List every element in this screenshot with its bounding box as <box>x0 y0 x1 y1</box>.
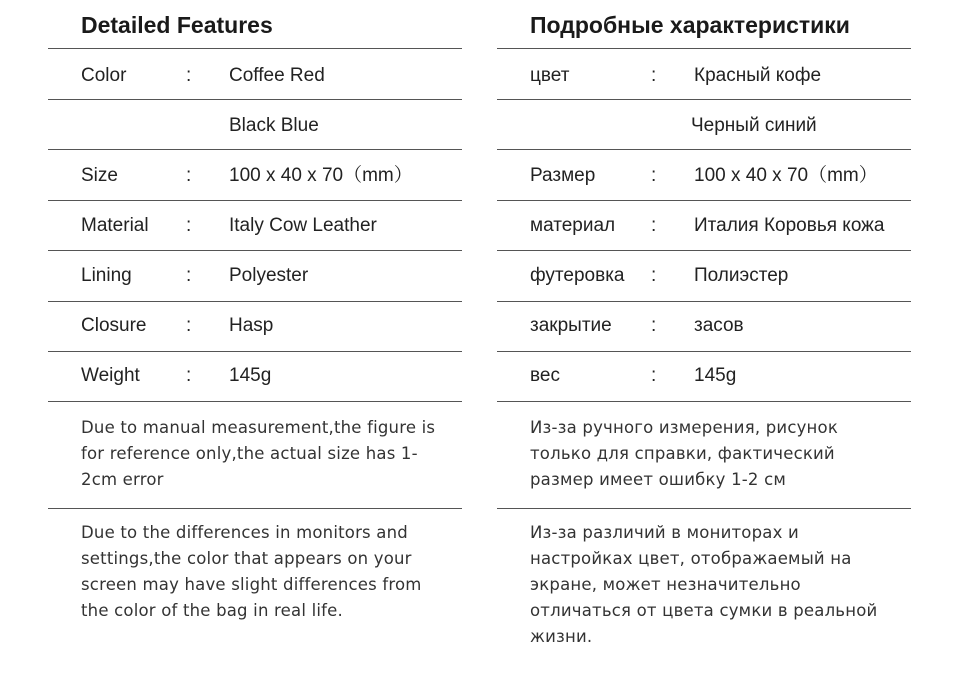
spec-label: Color <box>81 65 127 86</box>
spec-label: Closure <box>81 315 147 336</box>
spec-colon: : <box>651 165 657 186</box>
divider <box>48 401 462 402</box>
spec-row-weight <box>497 351 911 401</box>
spec-value: Черный синий <box>691 115 817 136</box>
measurement-note: Due to manual measurement,the figure is for reference only,the actual size has 1-2cm error <box>81 418 436 489</box>
spec-value: Италия Коровья кожа <box>694 215 885 236</box>
english-title: Detailed Features <box>81 12 273 38</box>
divider <box>48 99 462 100</box>
spec-row-color-extra <box>48 101 462 151</box>
spec-label: вес <box>530 365 560 386</box>
color-note: Due to the differences in monitors and settings,the color that appears on your screen may have slight differences from the color of the bag in real life. <box>81 523 422 620</box>
spec-row-color-extra <box>497 101 911 151</box>
russian-title: Подробные характеристики <box>530 12 850 38</box>
measurement-note: Из-за ручного измерения, рисунок только для справки, фактический размер имеет ошибку 1-2 см <box>530 418 839 489</box>
divider <box>497 48 911 49</box>
spec-row-size <box>48 151 462 201</box>
divider <box>497 401 911 402</box>
spec-value: Coffee Red <box>229 65 325 86</box>
divider <box>48 508 462 509</box>
spec-value: 145g <box>229 365 272 386</box>
spec-value: Полиэстер <box>694 265 789 286</box>
divider <box>497 149 911 150</box>
spec-row-color <box>48 51 462 101</box>
spec-colon: : <box>651 365 657 386</box>
spec-colon: : <box>186 265 192 286</box>
spec-colon: : <box>651 215 657 236</box>
spec-row-lining <box>497 251 911 301</box>
spec-row-closure <box>497 301 911 351</box>
spec-label: Размер <box>530 165 596 186</box>
spec-label: цвет <box>530 65 570 86</box>
spec-colon: : <box>651 265 657 286</box>
spec-colon: : <box>651 65 657 86</box>
spec-label: Lining <box>81 265 132 286</box>
spec-colon: : <box>186 315 192 336</box>
spec-colon: : <box>651 315 657 336</box>
spec-colon: : <box>186 215 192 236</box>
spec-label: Weight <box>81 365 140 386</box>
spec-value: 100 x 40 x 70（mm） <box>229 165 413 186</box>
divider <box>48 149 462 150</box>
spec-colon: : <box>186 165 192 186</box>
spec-row-material <box>497 201 911 251</box>
divider <box>497 99 911 100</box>
spec-row-size <box>497 151 911 201</box>
spec-value: Italy Cow Leather <box>229 215 377 236</box>
spec-row-lining <box>48 251 462 301</box>
spec-value: 100 x 40 x 70（mm） <box>694 165 878 186</box>
divider <box>48 48 462 49</box>
spec-row-material <box>48 201 462 251</box>
spec-row-color <box>497 51 911 101</box>
divider <box>497 508 911 509</box>
spec-row-weight <box>48 351 462 401</box>
spec-value: Hasp <box>229 315 274 336</box>
spec-value: Polyester <box>229 265 309 286</box>
color-note: Из-за различий в мониторах и настройках цвет, отображаемый на экране, может незначительно отличаться от цвета сумки в реальной жизни. <box>530 523 878 646</box>
spec-row-closure <box>48 301 462 351</box>
spec-value: 145g <box>694 365 737 386</box>
spec-label: Material <box>81 215 149 236</box>
spec-label: закрытие <box>530 315 612 336</box>
spec-value: Красный кофе <box>694 65 822 86</box>
spec-colon: : <box>186 65 192 86</box>
spec-label: Size <box>81 165 118 186</box>
spec-label: материал <box>530 215 616 236</box>
spec-value: Black Blue <box>229 115 319 136</box>
spec-value: засов <box>694 315 744 336</box>
spec-colon: : <box>186 365 192 386</box>
spec-label: футеровка <box>530 265 625 286</box>
